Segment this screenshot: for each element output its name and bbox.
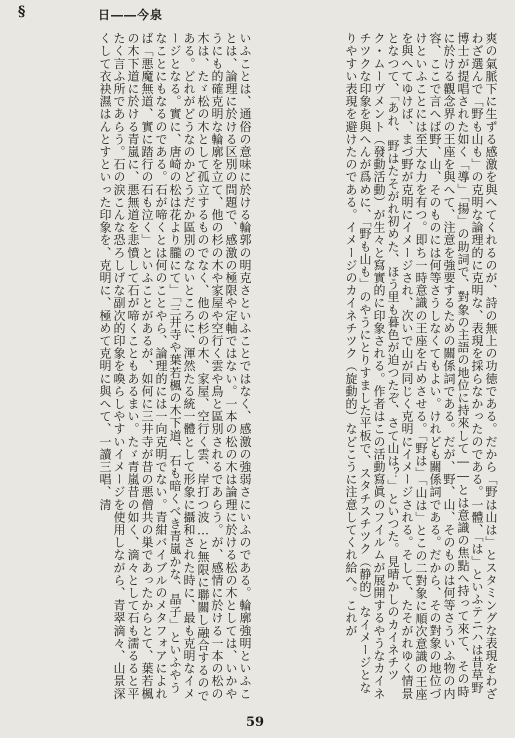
running-head-title: 日――今泉	[98, 8, 164, 22]
body-text-right: 爽の氣脈下に生ずる感激を與へてくれるのが、詩の無上の功徳である。だから「野は山は」とスタミングな表現をわざわざ選んで「野も山も」の克明な論理的に克明な、表現を採らなかったのである。一體、「は」といふテニハは昔草野博士が提唱された如く「導」「揚」の助詞で、對象の主語の地位に持來して――とは意識の焦點へ持って來て、その時に於ける觀念界の王座を與へて、注意を強要するための關係詞である。だが、野、山、そのものは何等さういふ物の内容、ここで言へば野、山、そのものには何等さうしなくてもよい。けれども關係詞である。だから、その對象の地位づけといふことには至大な力を有つ。即ち一時意識の王座を占めさせる。「野は」「山は」とこの二對象に順次意識の王座を與へてゆけば、まづ野が克明にイメージされ、次いで山が同じく克明にイメージされる。そして、たそがれゆく情景となつて、「あれ、野はたそがれ初めた、ほう里も暮色が迫つたぞ、さて山は？」といつた。見晴かしのカイネチツク・ムーヴメント（發動活動）が生々と寫實的に印象される。作者はこの活動寫眞のフイルムが展開するやうなカイネチツクな印象を與へんが爲めに、「野も山も」のやうにとりすました平板で、スタチスチツク（静的）なイメージとなりやすい表現を避けたのである。イメージのカイネチツク（旋動的）などこうに注意してくれ給へ。これが	[344, 32, 498, 701]
running-head-mark: §	[18, 4, 27, 20]
text-column-left	[26, 32, 252, 702]
page-number: 59	[246, 715, 265, 730]
body-text-left: いふことは、通俗の意味に於ける輪郭の明克さといふことではなく、感激の強弱さにいふのである。輪廓強明といふことは、論理に於ける区別の問題で、感激の極限や定軸ではない。一本の松の木は論理に於ける松の木としては、いかやうにも的確克明な輪廓を立て、他の杉の木や家屋や空行く雲や鳥と區別されるであらう。が、感情に於ける一本の松の木は、たゞ松の木として孤立するものでなく、他の杉の木、家屋、空行く雲、岸打つ波…と無限に聯關し融合するのである。どれがどうなのかどうだか區別のないところに、渾然たる統一體として形象に攝和された時に、最も克明なイメージとなる。實に、唐崎の松は花より朧にて」「三井寺や葉若楓の木下道、石も暗くべき青嵐かな、晶子」といふやうなことにもなるのである。石が啼くとは何のことやら、論理的には一向克明でない。青紺バイブルのメタフォアによれば「悪魔無道、實に踏行の石も泣く」といふことがあるが、如何に三井寺が昔の悪僧共の巣であったからとて、葉若楓の木下道に於ける青嵐に、悪無道を悲憤して石が啼くこともあるまい。たゞ青嵐昔の如く、滴々として石も濡るると平たく言ふ所であらう。石の涙こんな恐ろしげな副次的印象を喚らしやすいイメージを使用しながら、青翠滴々、山景深くして衣袂濕はんとすといった印象を、克明に、極めて克明に與へて、一讀三唱、清	[98, 32, 252, 702]
text-column-right	[266, 32, 498, 702]
